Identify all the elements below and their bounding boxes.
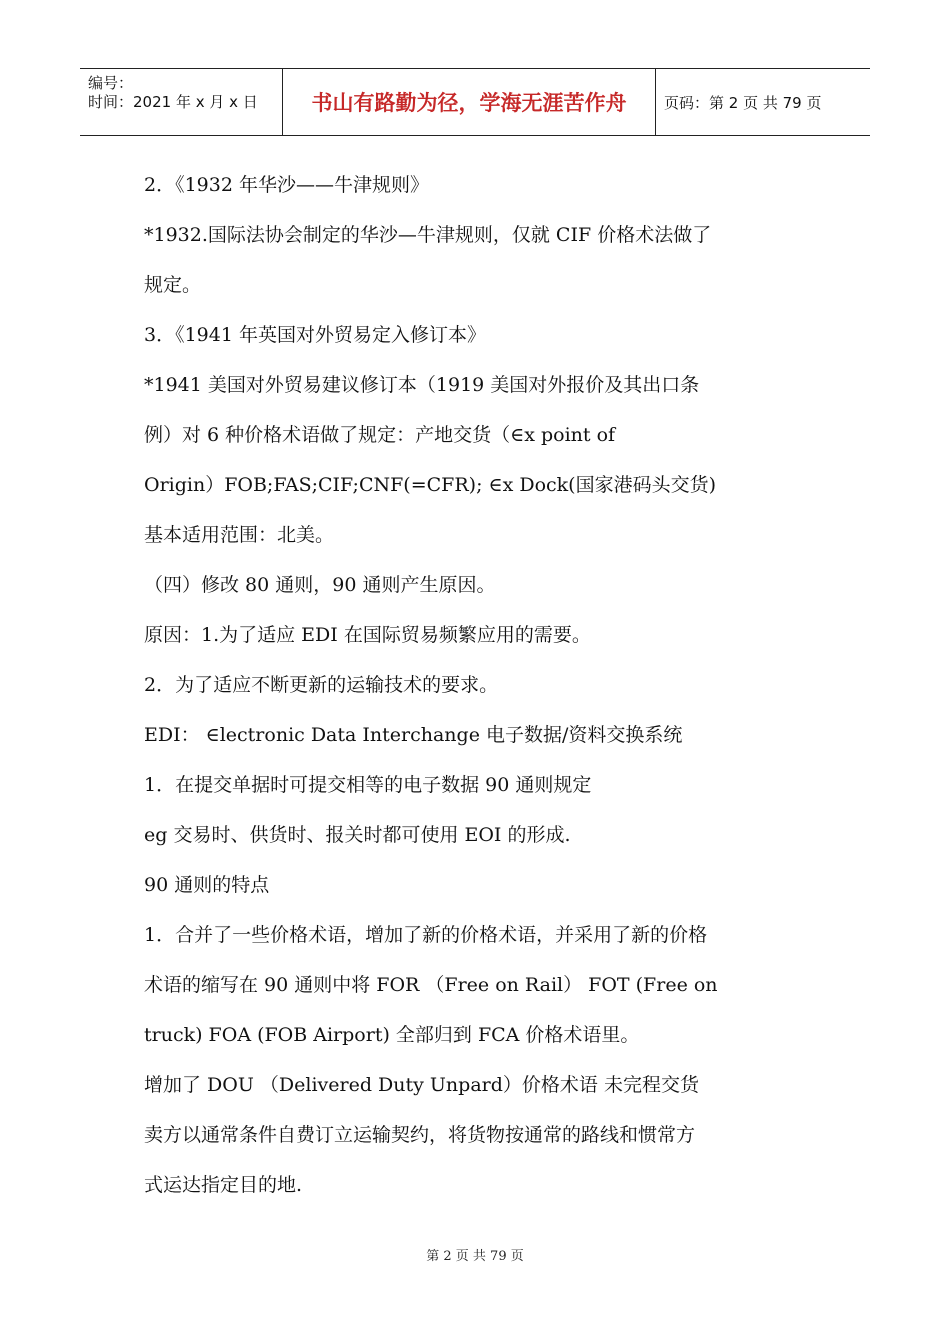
body-line: truck) FOA (FOB Airport) 全部归到 FCA 价格术语里。: [144, 1024, 640, 1046]
page-header: [80, 68, 870, 136]
body-line: 2．为了适应不断更新的运输技术的要求。: [144, 674, 499, 696]
body-line: 例）对 6 种价格术语做了规定：产地交货（∈x point of: [144, 424, 616, 446]
body-line: Origin）FOB;FAS;CIF;CNF(=CFR); ∈x Dock(国家港码头交货): [144, 474, 716, 496]
body-line: *1941 美国对外贸易建议修订本（1919 美国对外报价及其出口条: [144, 374, 700, 396]
body-line: （四）修改 80 通则，90 通则产生原因。: [144, 574, 496, 596]
body-line: 卖方以通常条件自费订立运输契约，将货物按通常的路线和惯常方: [144, 1124, 696, 1146]
header-divider: [282, 69, 283, 135]
body-line: 原因：1.为了适应 EDI 在国际贸易频繁应用的需要。: [144, 624, 591, 646]
body-line: 1．在提交单据时可提交相等的电子数据 90 通则规定: [144, 774, 592, 796]
body-line: 增加了 DOU （Delivered Duty Unpard）价格术语 未完程交货: [144, 1074, 699, 1096]
body-line: 2．《1932 年华沙——牛津规则》: [144, 174, 429, 196]
body-line: 术语的缩写在 90 通则中将 FOR （Free on Rail） FOT (Free on: [144, 974, 718, 996]
body-line: 1．合并了一些价格术语，增加了新的价格术语，并采用了新的价格: [144, 924, 708, 946]
header-motto: 书山有路勤为径，学海无涯苦作舟: [311, 91, 627, 115]
header-divider: [655, 69, 656, 135]
body-line: eg 交易时、供货时、报关时都可使用 EOI 的形成.: [144, 824, 571, 846]
header-page-number: 页码：第 2 页 共 79 页: [664, 93, 822, 112]
body-line: 规定。: [144, 274, 202, 296]
body-line: 90 通则的特点: [144, 874, 270, 896]
body-line: *1932.国际法协会制定的华沙—牛津规则，仅就 CIF 价格术法做了: [144, 224, 712, 246]
number-label: 编号：: [88, 74, 134, 92]
page-footer: 第 2 页 共 79 页: [426, 1249, 524, 1264]
time-label: 时间：2021 年 x 月 x 日: [88, 93, 258, 111]
body-line: 3．《1941 年英国对外贸易定入修订本》: [144, 324, 486, 346]
body-line: 式运达指定目的地.: [144, 1174, 303, 1196]
body-line: 基本适用范围：北美。: [144, 524, 335, 546]
body-line: EDI： ∈lectronic Data Interchange 电子数据/资料交换系统: [144, 724, 683, 746]
